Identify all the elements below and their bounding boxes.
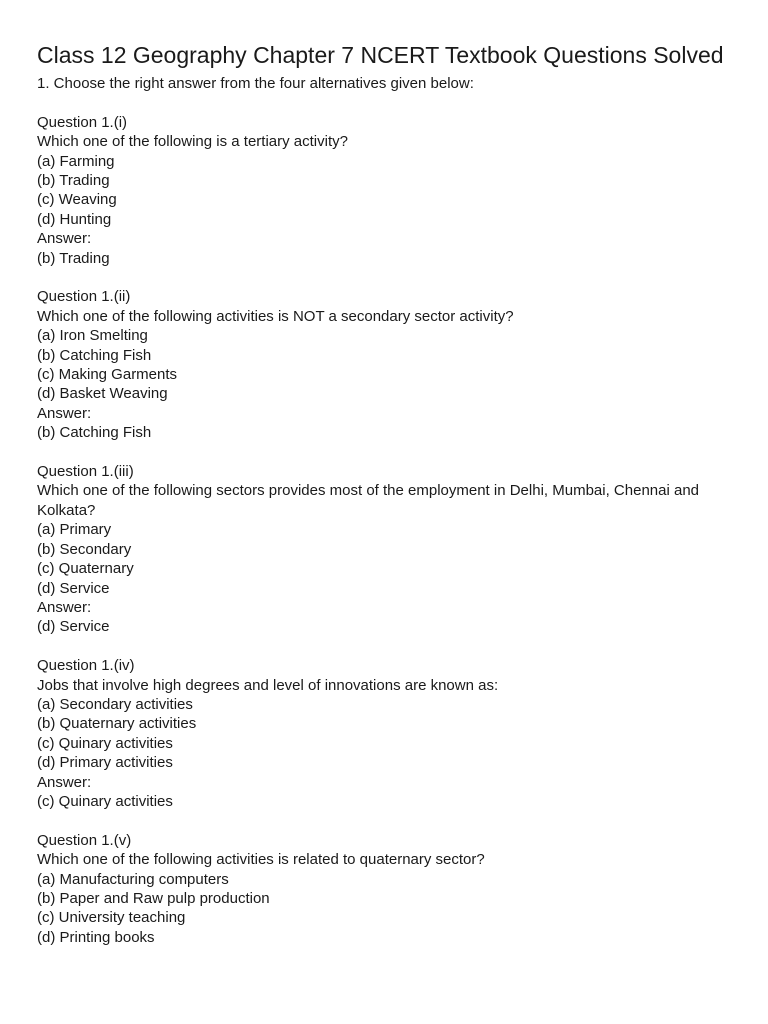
option: (b) Quaternary activities — [37, 715, 197, 733]
option: (d) Primary activities — [37, 754, 173, 772]
option: (c) Weaving — [37, 191, 117, 209]
option: (b) Secondary — [37, 540, 132, 558]
question-label: Question 1.(v) — [37, 831, 132, 849]
question-block — [37, 462, 747, 637]
option: (d) Hunting — [37, 210, 112, 228]
question-text: Which one of the following activities is related to quaternary sector? — [37, 851, 485, 869]
option: (b) Catching Fish — [37, 346, 152, 364]
answer-text: (b) Catching Fish — [37, 424, 152, 442]
question-text: Jobs that involve high degrees and level of innovations are known as: — [37, 676, 499, 694]
option: (b) Paper and Raw pulp production — [37, 889, 270, 907]
answer-text: (c) Quinary activities — [37, 792, 173, 810]
question-label: Question 1.(ii) — [37, 288, 131, 306]
answer-label: Answer: — [37, 230, 92, 248]
option: (c) University teaching — [37, 909, 186, 927]
answer-text: (d) Service — [37, 618, 110, 636]
option: (a) Iron Smelting — [37, 327, 148, 345]
page-title: Class 12 Geography Chapter 7 NCERT Textbook Questions Solved — [37, 42, 724, 68]
option: (a) Farming — [37, 152, 115, 170]
question-text: Which one of the following is a tertiary activity? — [37, 133, 348, 151]
option: (a) Manufacturing computers — [37, 870, 229, 888]
question-block — [37, 113, 747, 268]
option: (c) Quinary activities — [37, 734, 173, 752]
answer-label: Answer: — [37, 598, 92, 616]
option: (a) Secondary activities — [37, 695, 193, 713]
question-block — [37, 287, 747, 442]
option: (d) Printing books — [37, 928, 155, 946]
question-label: Question 1.(iii) — [37, 463, 134, 481]
option: (d) Service — [37, 579, 110, 597]
option: (b) Trading — [37, 172, 110, 190]
question-block — [37, 831, 747, 947]
option: (c) Quaternary — [37, 560, 134, 578]
option: (a) Primary — [37, 521, 112, 539]
question-label: Question 1.(i) — [37, 113, 128, 131]
question-text: Which one of the following sectors provides most of the employment in Delhi, Mumbai, Chennai and Kolkata? — [37, 482, 699, 519]
answer-label: Answer: — [37, 773, 92, 791]
answer-label: Answer: — [37, 404, 92, 422]
question-label: Question 1.(iv) — [37, 657, 135, 675]
question-text: Which one of the following activities is NOT a secondary sector activity? — [37, 307, 514, 325]
answer-text: (b) Trading — [37, 249, 110, 267]
document-page — [37, 40, 747, 947]
question-block — [37, 656, 747, 811]
instructions: 1. Choose the right answer from the four alternatives given below: — [37, 75, 474, 92]
option: (d) Basket Weaving — [37, 385, 168, 403]
option: (c) Making Garments — [37, 366, 178, 384]
